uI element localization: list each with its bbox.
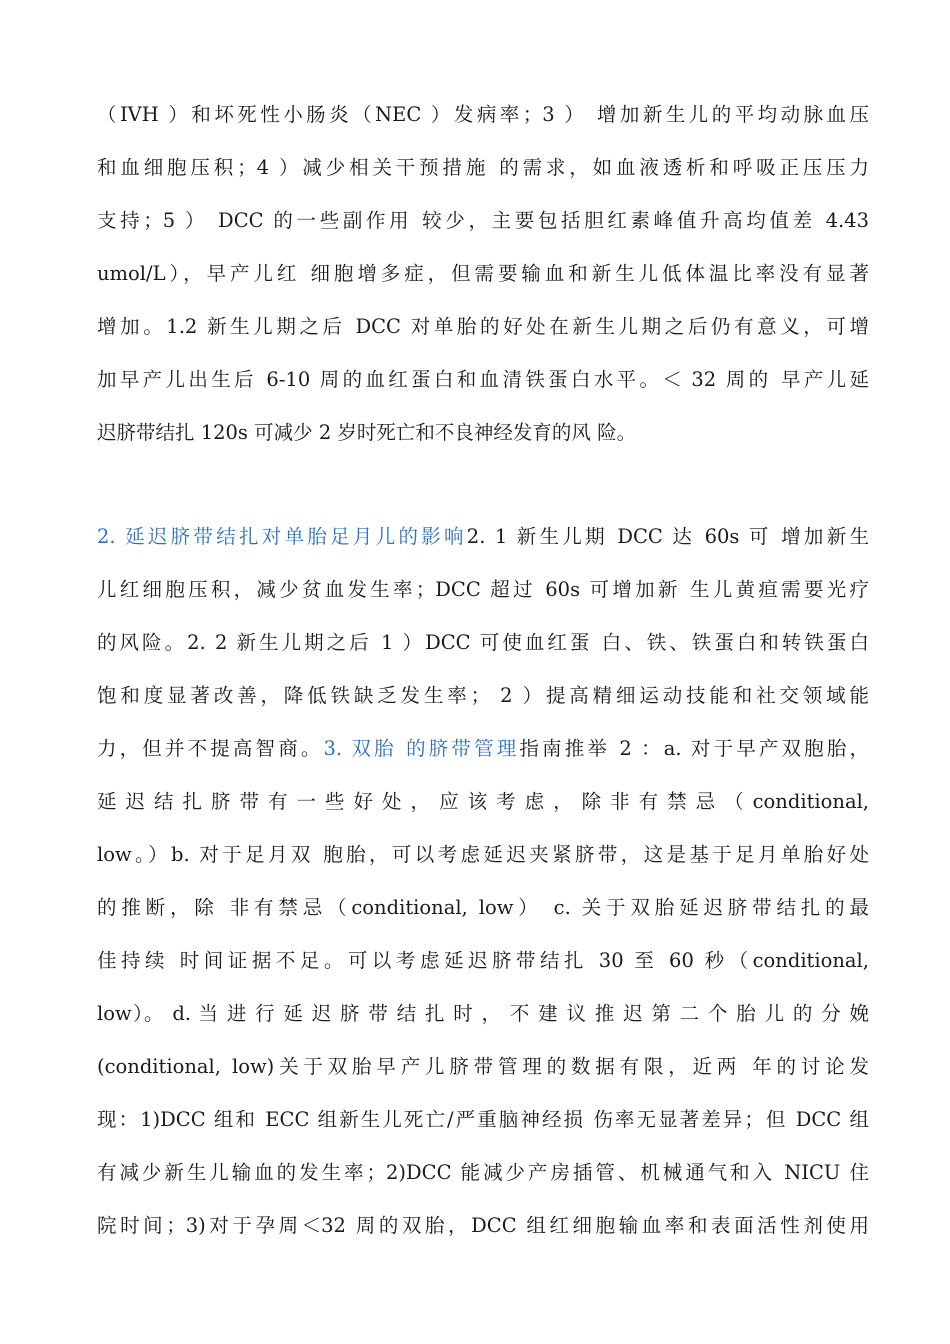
text-run: 指南推举 2 ：a. 对于早产双胞胎， bbox=[519, 737, 869, 760]
text-line: 加早产儿出生后 6-10 周的血红蛋白和血清铁蛋白水平。＜ 32 周的 早产儿延 bbox=[97, 368, 869, 391]
text-run: 力，但并不提高智商。 bbox=[97, 737, 324, 760]
paragraph-gap bbox=[97, 459, 869, 510]
text-line: 院时间；3)对于孕周＜32 周的双胎，DCC 组红细胞输血率和表面活性剂使用 bbox=[97, 1214, 869, 1237]
text-line: 和血细胞压积；4 ）减少相关干预措施 的需求，如血液透析和呼吸正压压力 bbox=[97, 156, 869, 179]
text-line: 佳持续 时间证据不足。可以考虑延迟脐带结扎 30 至 60 秒（conditional, bbox=[97, 949, 869, 972]
text-line: (conditional, low)关于双胎早产儿脐带管理的数据有限，近两 年的讨论发 bbox=[97, 1055, 869, 1078]
text-line: 迟脐带结扎 120s 可减少 2 岁时死亡和不良神经发育的风 险。 bbox=[97, 421, 637, 444]
text-line: 的推断，除 非有禁忌（conditional, low） c. 关于双胎延迟脐带结扎的最 bbox=[97, 896, 869, 919]
section-1-paragraph bbox=[97, 88, 869, 459]
text-line: low）。 d. 当 进 行 延 迟 脐 带 结 扎 时 ， 不 建 议 推 迟 第 二 个 胎 儿 的 分 娩 bbox=[97, 1002, 869, 1025]
text-line: 儿红细胞压积，减少贫血发生率；DCC 超过 60s 可增加新 生儿黄疸需要光疗 bbox=[97, 578, 869, 601]
text-line: 的风险。2. 2 新生儿期之后 1 ）DCC 可使血红蛋 白、铁、铁蛋白和转铁蛋白 bbox=[97, 631, 869, 654]
section-3-heading: 3. 双胎 的脐带管理 bbox=[323, 737, 520, 760]
text-line: （IVH ）和坏死性小肠炎（NEC ）发病率；3 ） 增加新生儿的平均动脉血压 bbox=[97, 103, 869, 126]
text-line: 饱和度显著改善，降低铁缺乏发生率； 2 ）提高精细运动技能和社交领域能 bbox=[97, 684, 869, 707]
text-line bbox=[97, 510, 869, 563]
text-run: 2. 1 新生儿期 DCC 达 60s 可 增加新生 bbox=[466, 525, 869, 548]
text-line: 增加。1.2 新生儿期之后 DCC 对单胎的好处在新生儿期之后仍有意义，可增 bbox=[97, 315, 869, 338]
text-line: 现：1)DCC 组和 ECC 组新生儿死亡/严重脑神经损 伤率无显著差异；但 DCC 组 bbox=[97, 1108, 869, 1131]
text-line: 有减少新生儿输血的发生率；2)DCC 能减少产房插管、机械通气和入 NICU 住 bbox=[97, 1161, 869, 1184]
text-line: umol/L），早产儿红 细胞增多症，但需要输血和新生儿低体温比率没有显著 bbox=[97, 262, 869, 285]
document-page bbox=[97, 88, 869, 1252]
text-line: 延 迟 结 扎 脐 带 有 一 些 好 处 ， 应 该 考 虑 ， 除 非 有 禁 忌 （ conditional, bbox=[97, 790, 869, 813]
text-line: low。）b. 对于足月双 胞胎，可以考虑延迟夹紧脐带，这是基于足月单胎好处 bbox=[97, 843, 869, 866]
section-2-heading: 2. 延迟脐带结扎对单胎足月儿的影响 bbox=[97, 525, 467, 548]
section-2-paragraph bbox=[97, 510, 869, 1252]
text-line: 支持；5 ） DCC 的一些副作用 较少，主要包括胆红素峰值升高均值差 4.43 bbox=[97, 209, 869, 232]
text-line bbox=[97, 722, 869, 775]
